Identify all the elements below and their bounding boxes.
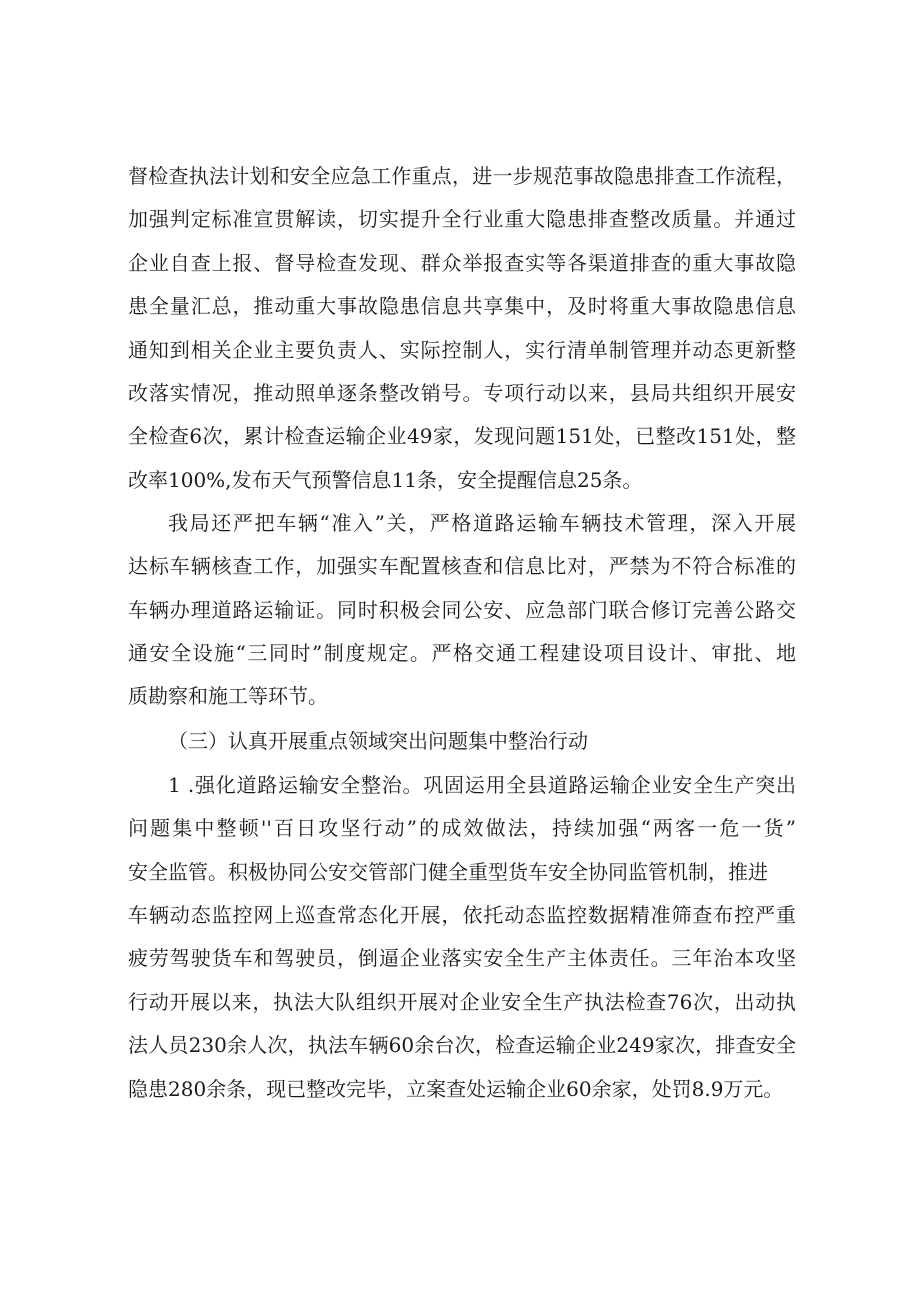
paragraph-line: 患全量汇总，推动重大事故隐患信息共享集中，及时将重大事故隐患信息	[128, 294, 796, 318]
paragraph-line: 加强判定标准宣贯解读，切实提升全行业重大隐患排查整改质量。并通过	[128, 207, 796, 231]
paragraph-line: 达标车辆核查工作，加强实车配置核查和信息比对，严禁为不符合标准的	[128, 554, 796, 578]
paragraph-line: 改率100%,发布天气预警信息11条，安全提醒信息25条。	[128, 468, 643, 492]
paragraph-line: 隐患280余条，现已整改完毕，立案查处运输企业60余家，处罚8.9万元。	[128, 1077, 784, 1101]
paragraph-line: 行动开展以来，执法大队组织开展对企业安全生产执法检查76次，出动执	[128, 990, 796, 1014]
paragraph-line: 1 .强化道路运输安全整治。巩固运用全县道路运输企业安全生产突出	[168, 773, 796, 797]
paragraph-line: 质勘察和施工等环节。	[128, 684, 328, 708]
paragraph-line: 安全监管。积极协同公安交管部门健全重型货车安全协同监管机制，推进	[128, 860, 768, 884]
paragraph-line: 企业自查上报、督导检查发现、群众举报查实等各渠道排查的重大事故隐	[128, 251, 796, 275]
paragraph-line: 督检查执法计划和安全应急工作重点，进一步规范事故隐患排查工作流程，	[128, 164, 796, 188]
paragraph-line: 我局还严把车辆“准入”关，严格道路运输车辆技术管理，深入开展	[168, 511, 796, 535]
section-heading: （三）认真开展重点领域突出问题集中整治行动	[168, 729, 588, 753]
paragraph-line: 通安全设施“三同时”制度规定。严格交通工程建设项目设计、审批、地	[128, 641, 796, 665]
paragraph-line: 问题集中整顿''百日攻坚行动”的成效做法，持续加强“两客一危一货”	[128, 816, 796, 840]
paragraph-line: 车辆办理道路运输证。同时积极会同公安、应急部门联合修订完善公路交	[128, 598, 796, 622]
paragraph-line: 改落实情况，推动照单逐条整改销号。专项行动以来，县局共组织开展安	[128, 381, 796, 405]
paragraph-line: 疲劳驾驶货车和驾驶员，倒逼企业落实安全生产主体责任。三年治本攻坚	[128, 946, 796, 970]
paragraph-line: 全检查6次，累计检查运输企业49家，发现问题151处，已整改151处，整	[128, 424, 796, 448]
paragraph-line: 法人员230余人次，执法车辆60余台次，检查运输企业249家次，排查安全	[128, 1033, 796, 1057]
paragraph-line: 车辆动态监控网上巡查常态化开展，依托动态监控数据精准筛查布控严重	[128, 903, 796, 927]
paragraph-line: 通知到相关企业主要负责人、实际控制人，实行清单制管理并动态更新整	[128, 338, 796, 362]
